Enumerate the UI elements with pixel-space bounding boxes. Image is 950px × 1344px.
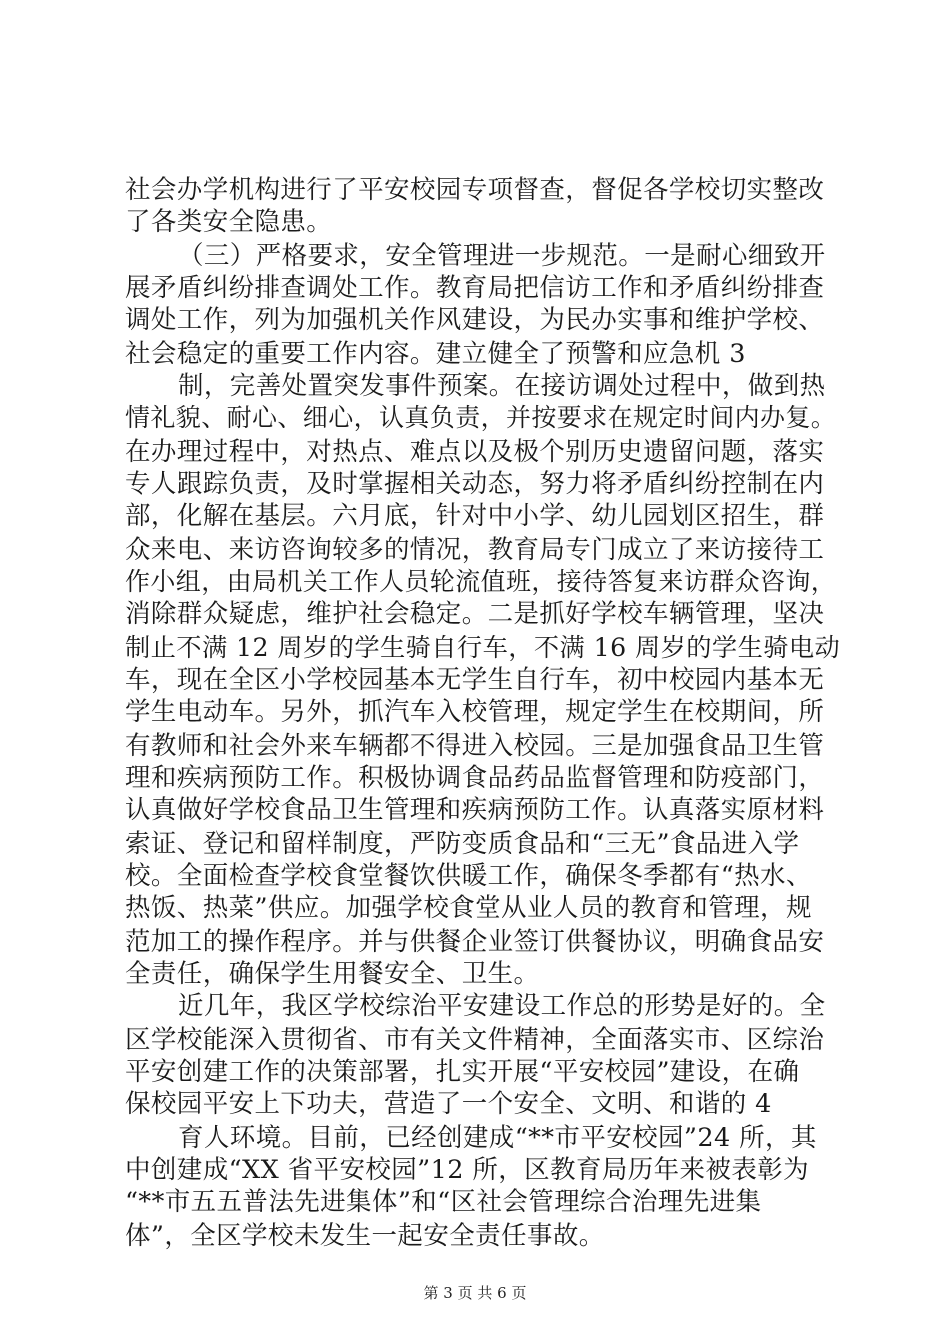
page-footer: 第 3 页 共 6 页: [423, 1284, 527, 1302]
text-line: 消除群众疑虑，维护社会稳定。二是抓好学校车辆管理，坚决: [125, 599, 825, 629]
text-line: 全责任，确保学生用餐安全、卫生。: [125, 959, 540, 989]
text-line: 理和疾病预防工作。积极协调食品药品监督管理和防疫部门，: [125, 763, 825, 793]
text-line: 了各类安全隐患。: [125, 207, 333, 237]
text-line: “**市五五普法先进集体”和“区社会管理综合治理先进集: [125, 1187, 762, 1217]
text-line: 平安创建工作的决策部署，扎实开展“平安校园”建设，在确: [125, 1057, 800, 1087]
text-line: 调处工作，列为加强机关作风建设，为民办实事和维护学校、: [125, 305, 825, 335]
text-line: 区学校能深入贯彻省、市有关文件精神，全面落实市、区综治: [125, 1025, 825, 1055]
text-line: 有教师和社会外来车辆都不得进入校园。三是加强食品卫生管: [125, 731, 825, 761]
text-line: 社会稳定的重要工作内容。建立健全了预警和应急机 3: [125, 339, 746, 369]
text-line: 育人环境。目前，已经创建成“**市平安校园”24 所，其: [178, 1123, 817, 1153]
text-line: 范加工的操作程序。并与供餐企业签订供餐协议，明确食品安: [125, 927, 825, 957]
text-line: 在办理过程中，对热点、难点以及极个别历史遗留问题，落实: [125, 437, 825, 467]
text-line: 学生电动车。另外，抓汽车入校管理，规定学生在校期间，所: [125, 697, 825, 727]
text-line: 社会办学机构进行了平安校园专项督查，督促各学校切实整改: [125, 175, 825, 205]
text-line: 保校园平安上下功夫，营造了一个安全、文明、和谐的 4: [125, 1089, 772, 1119]
text-line: 中创建成“XX 省平安校园”12 所，区教育局历年来被表彰为: [125, 1155, 810, 1185]
text-line: 近几年，我区学校综治平安建设工作总的形势是好的。全: [178, 991, 826, 1021]
text-line: 情礼貌、耐心、细心，认真负责，并按要求在规定时间内办复。: [125, 403, 837, 432]
text-line: 体”，全区学校未发生一起安全责任事故。: [125, 1221, 605, 1251]
text-line: 制止不满 12 周岁的学生骑自行车，不满 16 周岁的学生骑电动: [125, 633, 841, 662]
text-line: 专人跟踪负责，及时掌握相关动态，努力将矛盾纠纷控制在内: [125, 469, 825, 499]
text-line: 校。全面检查学校食堂餐饮供暖工作，确保冬季都有“热水、: [125, 861, 812, 891]
text-line: 众来电、来访咨询较多的情况，教育局专门成立了来访接待工: [125, 535, 825, 565]
text-line: 部，化解在基层。六月底，针对中小学、幼儿园划区招生，群: [125, 501, 825, 531]
text-line: 索证、登记和留样制度，严防变质食品和“三无”食品进入学: [125, 829, 800, 859]
text-line: 展矛盾纠纷排查调处工作。教育局把信访工作和矛盾纠纷排查: [125, 273, 825, 303]
text-line: 制，完善处置突发事件预案。在接访调处过程中，做到热: [178, 371, 826, 401]
text-line: 车，现在全区小学校园基本无学生自行车，初中校园内基本无: [125, 665, 825, 695]
text-line: 热饭、热菜”供应。加强学校食堂从业人员的教育和管理，规: [125, 893, 812, 923]
text-line: （三）严格要求，安全管理进一步规范。一是耐心细致开: [178, 241, 826, 271]
text-line: 作小组，由局机关工作人员轮流值班，接待答复来访群众咨询，: [125, 567, 837, 596]
text-line: 认真做好学校食品卫生管理和疾病预防工作。认真落实原材料: [125, 795, 825, 825]
